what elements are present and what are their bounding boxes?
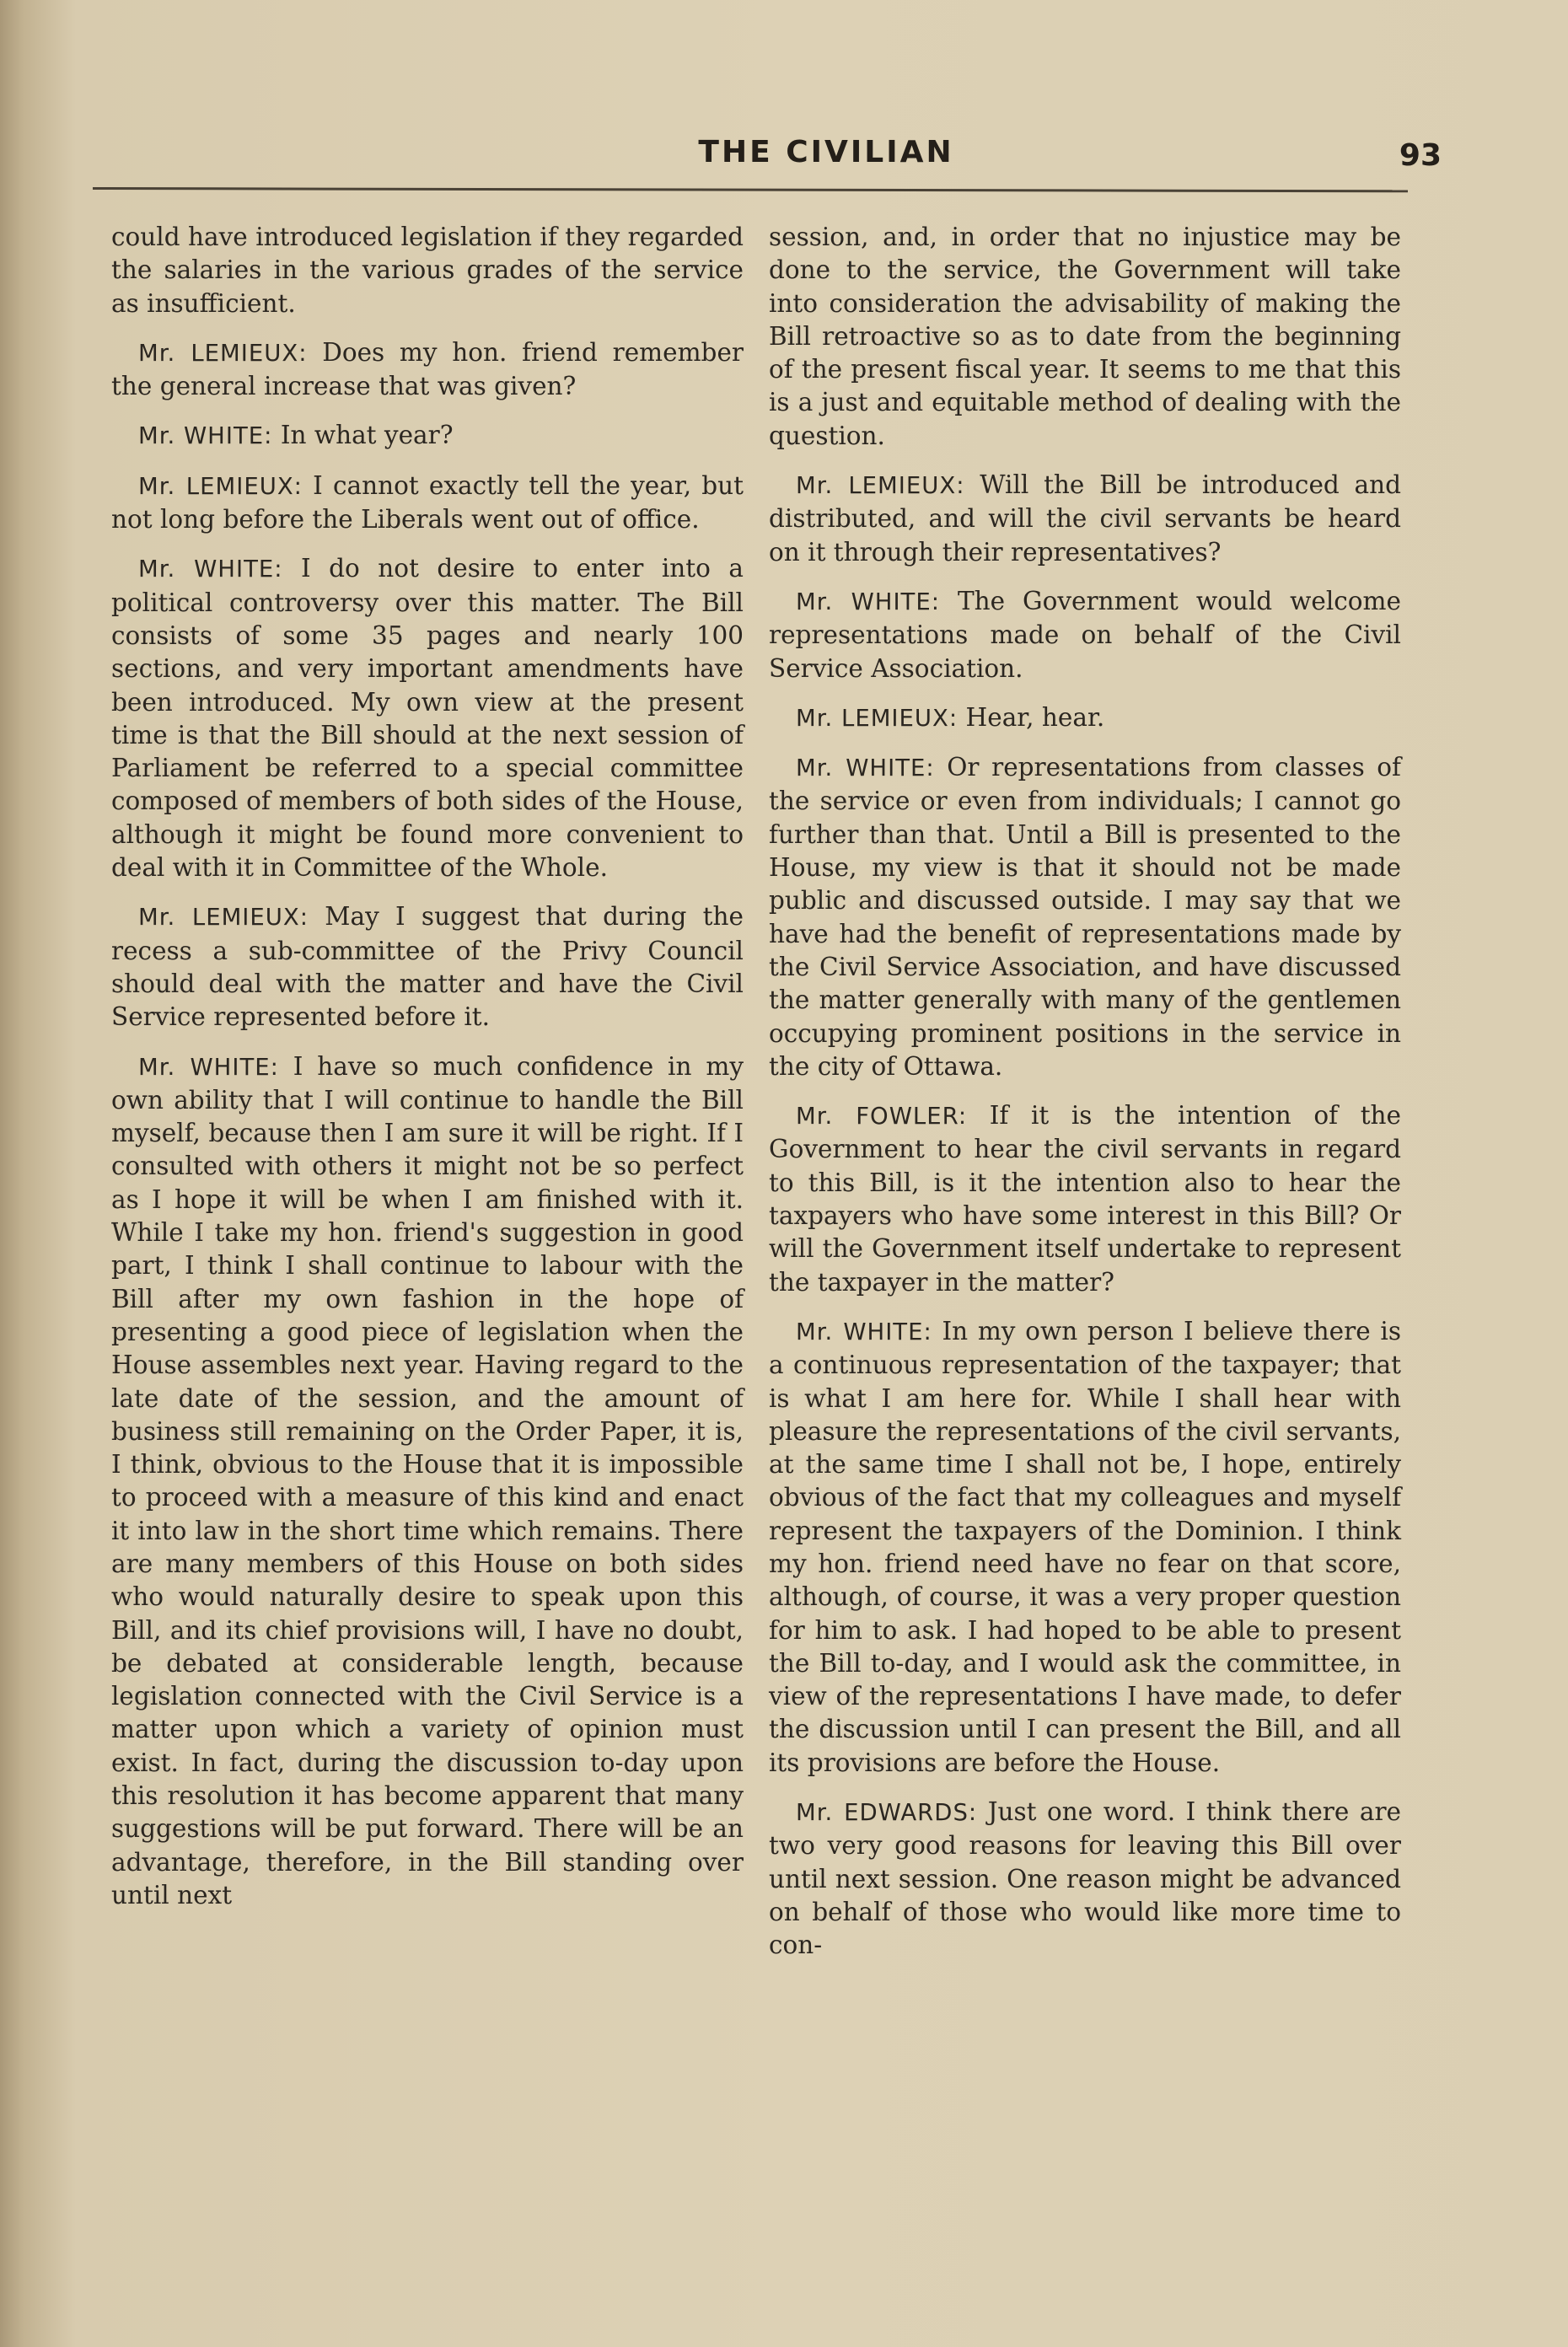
paragraph-text: In what year? [280, 421, 454, 450]
paragraph-text: If it is the intention of the Government to hear the civil servants in regard to this Bill, is it the intention also to hear the taxpayers who have some interest in this Bill? Or will the Government itself undertake to represent the taxpayer in the matter? [769, 1101, 1401, 1297]
speaker-name: Mr. WHITE: [796, 588, 940, 615]
speaker-name: Mr. WHITE: [796, 755, 935, 782]
paragraph [769, 1796, 1401, 1962]
speaker-name: Mr. EDWARDS: [796, 1799, 978, 1827]
paragraph [111, 336, 744, 404]
paragraph [769, 585, 1401, 685]
paragraph [769, 751, 1401, 1083]
speaker-name: Mr. WHITE: [138, 1053, 279, 1081]
paragraph [111, 221, 744, 320]
speaker-name: Mr. FOWLER: [796, 1103, 968, 1131]
right-column [769, 221, 1401, 1979]
paragraph [111, 1050, 744, 1913]
running-title: THE CIVILIAN [698, 135, 954, 169]
paragraph-text: Hear, hear. [965, 702, 1105, 732]
paragraph-text: Will the Bill be introduced and distributed, and will the civil servants be heard on it through their representatives? [769, 470, 1401, 567]
paragraph-text: Just one word. I think there are two very good reasons for leaving this Bill over until next session. One reason might be advanced on behalf of those who would like more time to con- [769, 1797, 1401, 1960]
paragraph [769, 701, 1401, 735]
paragraph-text: The Government would welcome representations made on behalf of the Civil Service Association. [769, 586, 1401, 683]
paragraph-text: I have so much confidence in my own ability that I will continue to handle the Bill myself, because then I am sure it will be right. If I consulted with others it might not be so perfect as I hope it will be when I am finished with it. While I take my hon. friend's suggestion in good part, I think I shall continue to labour with the Bill after my own fashion in the hope of presenting a good piece of legislation when the House assembles next year. Having regard to the late date of the session, and the amount of business still remaining on the Order Paper, it is, I think, obvious to the House that it is impossible to proceed with a measure of this kind and enact it into law in the short time which remains. There are many members of this House on both sides who would naturally desire to speak upon this Bill, and its chief provisions will, I have no doubt, be debated at considerable length, because legislation connected with the Civil Service is a matter upon which a variety of opinion must exist. In fact, during the discussion to-day upon this resolution it has become apparent that many suggestions will be put forward. There will be an advantage, therefore, in the Bill standing over until next [111, 1051, 744, 1909]
paragraph-text: session, and, in order that no injustice may be done to the service, the Government will take into consideration the advisability of making the Bill retroactive so as to date from the beginning of the present fiscal year. It seems to me that this is a just and equitable method of dealing with the question. [769, 223, 1401, 450]
speaker-name: Mr. WHITE: [138, 556, 283, 583]
paragraph [769, 1315, 1401, 1780]
speaker-name: Mr. LEMIEUX: [138, 339, 308, 367]
paragraph-text: Does my hon. friend remember the general increase that was given? [111, 337, 744, 401]
paragraph-text: In my own person I believe there is a continuous representation of the taxpayer; that is what I am here for. While I shall hear with pleasure the representations of the civil servants, at the same time I shall not be, I hope, entirely obvious of the fact that my colleagues and myself represent the taxpayers of the Dominion. I think my hon. friend need have no fear on that score, although, of course, it was a very proper question for him to ask. I had hoped to be able to present the Bill to-day, and I would ask the committee, in view of the representations I have made, to defer the discussion until I can present the Bill, and all its provisions are before the House. [769, 1316, 1401, 1777]
paragraph-text: May I suggest that during the recess a sub-committee of the Privy Council should deal with the matter and have the Civil Service represented before it. [111, 902, 744, 1032]
speaker-name: Mr. LEMIEUX: [138, 904, 309, 932]
paragraph [769, 221, 1401, 453]
speaker-name: Mr. LEMIEUX: [796, 704, 959, 732]
paragraph [769, 469, 1401, 569]
speaker-name: Mr. LEMIEUX: [138, 472, 303, 500]
paragraph-text: Or representations from classes of the service or even from individuals; I cannot go further than that. Until a Bill is presented to the House, my view is that it should not be made public and discussed outside. I may say that we have had the benefit of representations made by the Civil Service Association, and have discussed the matter generally with many of the gentlemen occupying prominent positions in the service in the city of Ottawa. [769, 753, 1401, 1081]
page-header [0, 126, 1568, 194]
paragraph [111, 470, 744, 537]
speaker-name: Mr. LEMIEUX: [796, 472, 965, 500]
paragraph-text: could have introduced legislation if they regarded the salaries in the various grades of the service as insufficient. [111, 223, 744, 318]
paragraph-text: I cannot exactly tell the year, but not long before the Liberals went out of office. [111, 470, 744, 534]
page-number: 93 [1399, 138, 1442, 173]
paragraph [111, 900, 744, 1034]
paragraph-text: I do not desire to enter into a political controversy over this matter. The Bill consists of some 35 pages and nearly 100 sections, and very important amendments have been introduced. My own view at the present time is that the Bill should at the next session of Parliament be referred to a special committee composed of members of both sides of the House, although it might be found more convenient to deal with it in Committee of the Whole. [111, 554, 744, 883]
speaker-name: Mr. WHITE: [138, 422, 273, 450]
paragraph [111, 552, 744, 884]
speaker-name: Mr. WHITE: [796, 1318, 932, 1345]
paragraph [769, 1099, 1401, 1299]
paragraph [111, 419, 744, 453]
left-column [111, 221, 744, 1928]
